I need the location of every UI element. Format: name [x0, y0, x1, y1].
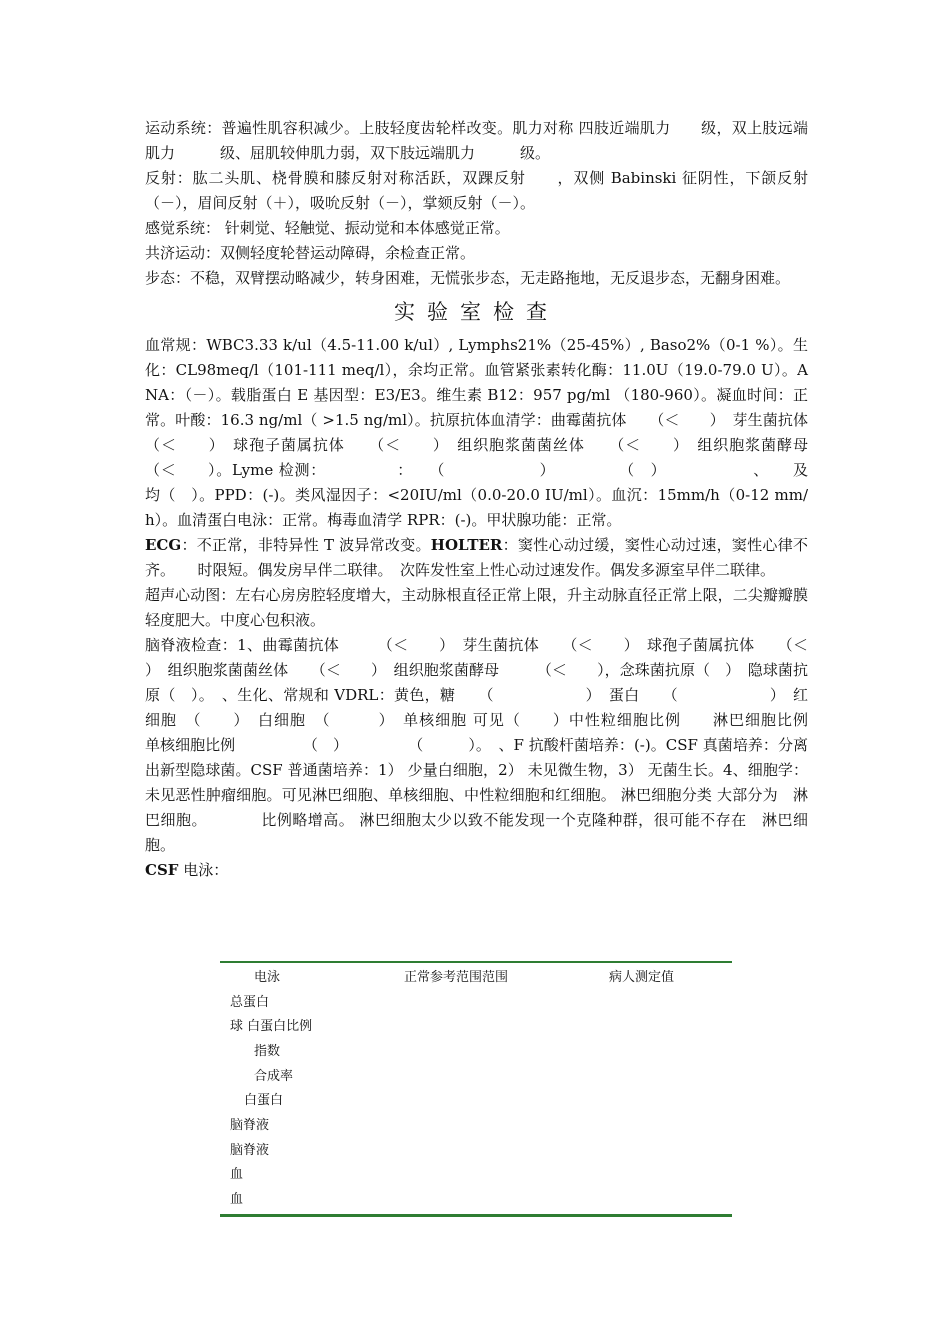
normal-range-cell [404, 1111, 609, 1136]
patient-value-cell [609, 988, 732, 1013]
table-row [220, 1136, 732, 1161]
table-header-row [220, 963, 732, 988]
echocardiogram-paragraph: 超声心动图：左右心房房腔轻度增大，主动脉根直径正常上限，升主动脉直径正常上限，二尖瓣瓣膜轻度肥大。中度心包积液。 [145, 586, 808, 629]
patient-value-cell [609, 1111, 732, 1136]
patient-value-cell [609, 1062, 732, 1087]
row-label: 脑脊液 [230, 1117, 270, 1133]
normal-range-cell [404, 1012, 609, 1037]
normal-range-cell [404, 1037, 609, 1062]
patient-value-cell [609, 1185, 732, 1210]
csf-electro-text: 电泳： [178, 861, 229, 879]
row-label: 脑脊液 [230, 1142, 270, 1158]
header-electrophoresis: 电泳 [254, 969, 281, 985]
normal-range-cell [404, 1161, 609, 1186]
csf-electrophoresis-table [220, 961, 732, 1217]
header-normal-range: 正常参考范围范围 [404, 969, 509, 985]
sensory-paragraph: 感觉系统： 针刺觉、轻触觉、振动觉和本体感觉正常。 [145, 219, 510, 237]
table-row [220, 1086, 732, 1111]
patient-value-cell [609, 1012, 732, 1037]
reflex-paragraph: 反射：肱二头肌、桡骨膜和膝反射对称活跃，双踝反射 ，双侧 Babinski 征阴性，下颌反射（－），眉间反射（＋），吸吮反射（－），掌颏反射（－）。 [145, 169, 808, 212]
normal-range-cell [404, 1086, 609, 1111]
ecg-holter-paragraph [145, 533, 808, 583]
coordination-paragraph: 共济运动：双侧轻度轮替运动障碍，余检查正常。 [145, 244, 476, 262]
holter-text: ：窦性心动过缓，窦性心动过速，窦性心律不齐。 时限短。偶发房早伴二联律。 次阵发性室上性心动过速发作。偶发多源室早伴二联律。 [145, 536, 808, 579]
table-row [220, 1012, 732, 1037]
table-row [220, 988, 732, 1013]
row-label: 白蛋白 [244, 1093, 284, 1109]
row-label: 球 白蛋白比例 [230, 1019, 313, 1035]
document-body [145, 116, 854, 883]
row-label: 合成率 [254, 1068, 294, 1084]
csf-electrophoresis-heading [145, 858, 808, 883]
csf-label: CSF [145, 861, 179, 879]
table-row [220, 1185, 732, 1210]
lab-section-title: 实验室检查 [394, 300, 559, 324]
table-row [220, 1062, 732, 1087]
patient-value-cell [609, 1037, 732, 1062]
gait-paragraph: 步态：不稳，双臂摆动略减少，转身困难，无慌张步态，无走路拖地，无反退步态，无翻身困难。 [145, 269, 791, 287]
patient-value-cell [609, 1086, 732, 1111]
csf-exam-paragraph: 脑脊液检查：1、曲霉菌抗体 （＜ ） 芽生菌抗体 （＜ ） 球孢子菌属抗体 （＜ ） 组织胞浆菌菌丝体 （＜ ） 组织胞浆菌酵母 （＜ ），念珠菌抗原（ ） 隐球菌抗原（ ）。 、生化、常规和 VDRL：黄色，糖 （ ） 蛋白 （ ） 红细胞 （ ） 白细胞 （ ） 单核细胞 可见（ ）中性粒细胞比例 淋巴细胞比例 单核细胞比例 （ ） （ ）。 、F 抗酸杆菌培养：(-)。CSF 真菌培养：分离出新型隐球菌。CSF 普通菌培养：1） 少量白细胞，2） 未见微生物，3） 无菌生长。4、细胞学：未见恶性肿瘤细胞。可见淋巴细胞、单核细胞、中性粒细胞和红细胞。 淋巴细胞分类 大部分为 淋巴细胞。 比例略增高。 淋巴细胞太少以致不能发现一个克隆种群，很可能不存在 淋巴细胞。 [145, 636, 839, 854]
patient-value-cell [609, 1161, 732, 1186]
table-row [220, 1161, 732, 1186]
normal-range-cell [404, 1136, 609, 1161]
normal-range-cell [404, 1185, 609, 1210]
blood-routine-paragraph: 血常规：WBC3.33 k/ul（4.5-11.00 k/ul）, Lymphs21%（25-45%）, Baso2%（0-1 %）。生化：CL98meq/l（101-111 meq/l），余均正常。血管紧张素转化酶：11.0U（19.0-79.0 U）。ANA：（－）。载脂蛋白 E 基因型：E3/E3。维生素 B12：957 pg/ml （180-960）。凝血时间：正常。叶酸：16.3 ng/ml（ >1.5 ng/ml）。抗原抗体血清学：曲霉菌抗体 （＜ ） 芽生菌抗体 （＜ ） 球孢子菌属抗体 （＜ ） 组织胞浆菌菌丝体 （＜ ） 组织胞浆菌酵母 （＜ ）。Lyme 检测： ： （ ） （ ） 、 及 均（ ）。PPD：(-)。类风湿因子：<20IU/ml（0.0-20.0 IU/ml）。血沉：15mm/h（0-12 mm/h）。血清蛋白电泳：正常。梅毒血清学 RPR：(-)。甲状腺功能：正常。 [145, 336, 854, 529]
row-label: 血 [230, 1167, 244, 1183]
ecg-label: ECG [145, 536, 182, 554]
ecg-text: ：不正常，非特异性 T 波异常改变。 [181, 536, 431, 554]
table-row [220, 1037, 732, 1062]
row-label: 指数 [254, 1043, 281, 1059]
normal-range-cell [404, 1062, 609, 1087]
normal-range-cell [404, 988, 609, 1013]
table-bottom-rule [220, 1214, 732, 1217]
holter-label: HOLTER [430, 536, 503, 554]
motor-system-paragraph: 运动系统：普遍性肌容积减少。上肢轻度齿轮样改变。肌力对称 四肢近端肌力 级，双上肢远端肌力 级、屈肌较伸肌力弱，双下肢远端肌力 级。 [145, 119, 808, 162]
row-label: 总蛋白 [230, 994, 270, 1010]
table-row [220, 1111, 732, 1136]
header-patient-value: 病人测定值 [609, 969, 675, 985]
row-label: 血 [230, 1192, 244, 1208]
patient-value-cell [609, 1136, 732, 1161]
